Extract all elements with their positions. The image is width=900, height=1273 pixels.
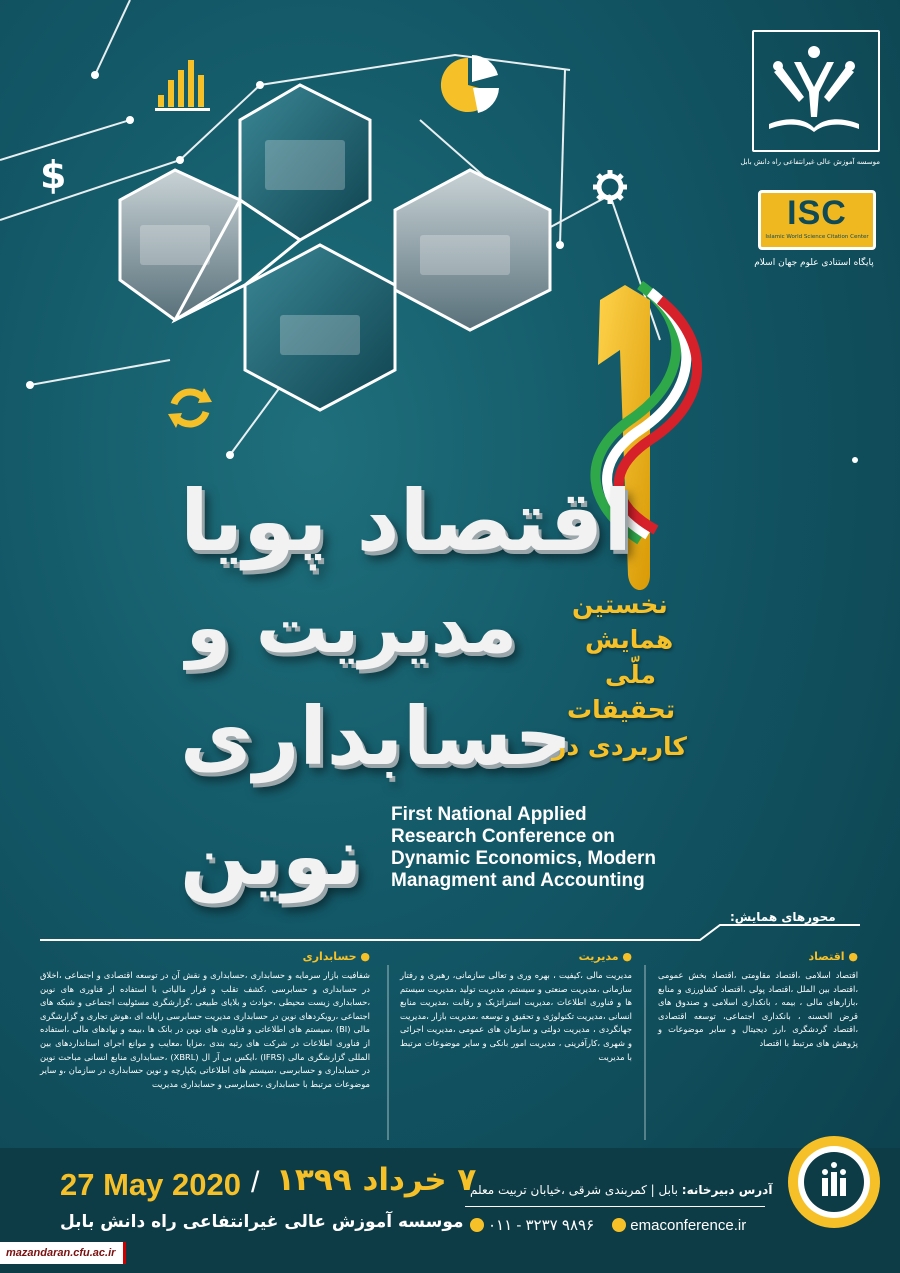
institute-logo bbox=[752, 30, 880, 152]
isc-subtitle: Islamic World Science Citation Center bbox=[765, 234, 869, 240]
institute-logo-icon bbox=[754, 32, 874, 146]
topic-economics-heading: ● اقتصاد bbox=[808, 950, 858, 963]
english-title bbox=[391, 804, 751, 892]
isc-caption: پایگاه استنادی علوم جهان اسلام bbox=[754, 258, 874, 268]
website-link[interactable]: emaconference.ir bbox=[630, 1217, 747, 1234]
institute-logo-caption: موسسه آموزش عالی غیرانتفاعی راه دانش بابل bbox=[740, 158, 880, 166]
conference-emblem bbox=[784, 1132, 884, 1232]
bar-chart-icon bbox=[155, 60, 210, 111]
subtitle-line-5: کاربردی در bbox=[552, 732, 687, 761]
topic-economics-text: اقتصاد اسلامی ،اقتصاد مقاومتی ،اقتصاد بخش عمومی ،اقتصاد بین الملل ،اقتصاد پولی ،اقتصاد کشاورزی و منابع ،بازارهای مالی ، بیمه ، بانکداری اسلامی و صندوق های قرض الحسنه ، بانکداری اجتماعی، توسعه اقتصادی ،اقتصاد گردشگری ،ارز دیجیتال و سایر موضوعات و پژوهش های مرتبط با اقتصاد bbox=[658, 970, 858, 1048]
dollar-icon: $ bbox=[40, 153, 67, 197]
topic-management bbox=[400, 950, 632, 1064]
phone-icon bbox=[470, 1218, 484, 1232]
title-line-2: مدیریت و bbox=[186, 585, 518, 669]
gear-icon bbox=[593, 170, 627, 204]
topic-management-heading: ● مدیریت bbox=[578, 950, 632, 963]
address-label: آدرس دبیرخانه: bbox=[681, 1183, 773, 1197]
institute-name: موسسه آموزش عالی غیرانتفاعی راه دانش بابل bbox=[60, 1212, 464, 1232]
contact-info bbox=[466, 1216, 746, 1234]
topic-accounting bbox=[40, 950, 370, 1091]
date-separator: / bbox=[251, 1166, 260, 1199]
footer-divider bbox=[465, 1206, 765, 1207]
address-value: بابل | کمربندی شرقی ،خیابان تربیت معلم bbox=[470, 1183, 682, 1197]
english-title-line-3: Dynamic Economics, Modern bbox=[391, 848, 657, 869]
isc-title: ISC bbox=[787, 194, 847, 232]
isc-logo bbox=[758, 190, 876, 250]
title-line-1: اقتصاد پویا bbox=[180, 472, 633, 570]
topic-management-text: مدیریت مالی ،کیفیت ، بهره وری و تعالی سازمانی، رهبری و رفتار سازمانی ،مدیریت صنعتی و سیستم، مدیریت تولید ،مدیریت سیستم ها و فناوری اطلاعات ،مدیریت استراتژیک و رقابت ،مدیریت منابع انسانی ،مدیریت تکنولوژی و تحقیق و توسعه ،مدیریت بازار ،مدیریت جهانگردی ، مدیریت دولتی و سازمان های عمومی ،مدیریت اجرائی و شهری ،کارآفرینی ، مدیریت امور بانکی و سایر موضوعات مرتبط با مدیریت bbox=[400, 970, 632, 1062]
phone-number: ۰۱۱ - ۳۲۳۷ ۹۸۹۶ bbox=[488, 1217, 595, 1234]
title-line-4: نوین bbox=[180, 810, 363, 903]
english-title-line-2: Research Conference on bbox=[391, 826, 615, 847]
conference-axes-label: محورهای همایش: bbox=[730, 910, 836, 924]
globe-icon bbox=[612, 1218, 626, 1232]
refresh-icon bbox=[168, 388, 212, 428]
subtitle-line-2: همایش bbox=[585, 625, 674, 654]
pie-chart-icon bbox=[441, 55, 499, 113]
subtitle-line-1: نخستین bbox=[572, 590, 668, 619]
english-title-line-4: Managment and Accounting bbox=[391, 870, 645, 891]
date-english: 27 May 2020 bbox=[60, 1167, 241, 1202]
title-line-3: حسابداری bbox=[180, 690, 573, 783]
topic-accounting-text: شفافیت بازار سرمایه و حسابداری ،حسابداری و نقش آن در توسعه اقتصادی و اجتماعی ،اخلاق در حسابداری و حسابرسی ،کشف تقلب و فرار مالیاتی با استفاده از فناوری های نوین ،حسابداری زیست محیطی ،حوادث و بلایای طبیعی ،گزارشگری مسئولیت اجتماعی و شبکه های اجتماعی ،رویکردهای نوین در حسابداری مدیریت حسابرسی رایانه ای ،هوش تجاری و گزارشگری مالی (BI) ،سیستم های اطلاعاتی و فناوری های نوین در بانک ها ،بیمه و نهادهای مالی ،استفاده از فناوری اطلاعات در شرکت های رتبه بندی ،مزایا ،معایب و موانع اجرای استانداردهای بین المللی گزارشگری مالی (IFRS) ،ایکس بی آر ال (XBRL) ،حسابداری منابع انسانی مباحث نوین در حسابداری و حسابرسی ،سیستم های اطلاعاتی یکپارچه و نوین حسابداری در سازمان ،و سایر موضوعات مرتبط با حسابداری ،حسابرسی و حسابداری مدیریت bbox=[40, 970, 371, 1089]
watermark-url: mazandaran.cfu.ac.ir bbox=[0, 1242, 126, 1264]
subtitle-line-4: تحقیقات bbox=[567, 695, 676, 724]
subtitle-line-3: ملّی bbox=[605, 660, 656, 689]
secretariat-address bbox=[470, 1183, 772, 1197]
topic-accounting-heading: ● حسابداری bbox=[302, 950, 370, 963]
topic-economics bbox=[658, 950, 858, 1051]
date-persian: ۷ خرداد ۱۳۹۹ bbox=[276, 1162, 477, 1198]
english-title-line-1: First National Applied bbox=[391, 804, 587, 825]
